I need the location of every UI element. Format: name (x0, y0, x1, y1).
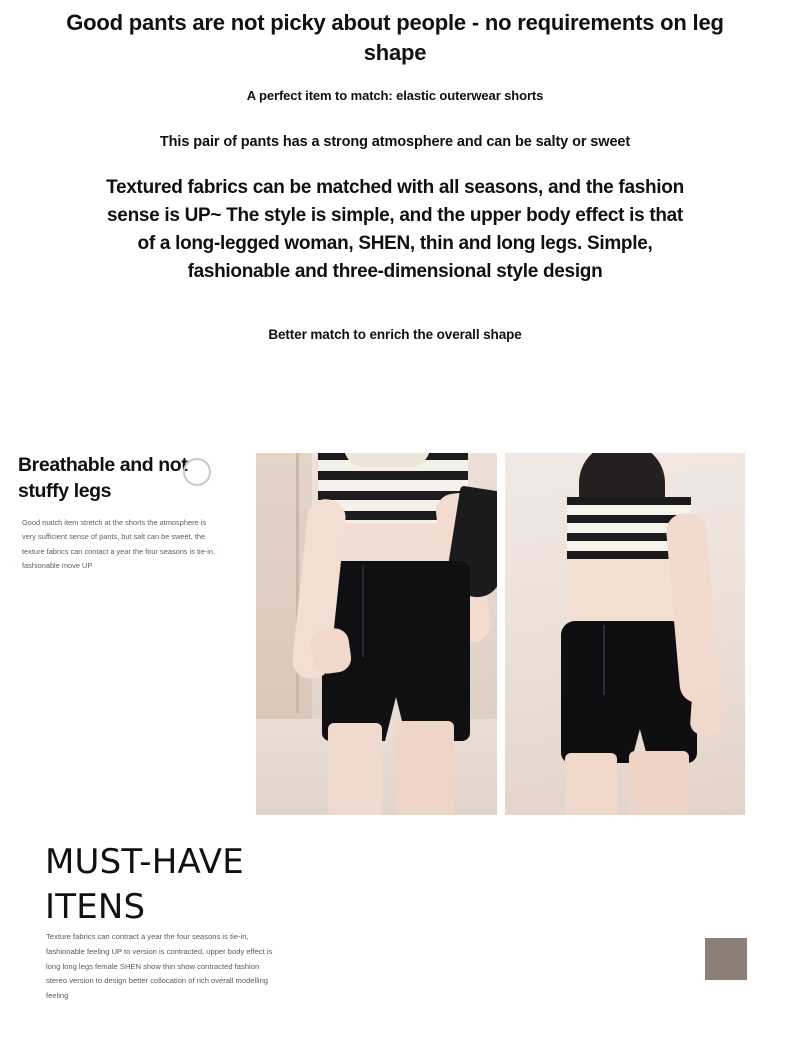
product-tagline: This pair of pants has a strong atmosphere and can be salty or sweet (159, 134, 631, 150)
circle-decoration-icon (183, 458, 211, 486)
model-hand (689, 688, 724, 736)
shorts-seam (362, 565, 364, 657)
subheadline-badge (0, 85, 790, 106)
feature-title: Breathable and not stuffy legs (18, 454, 188, 502)
page-headline: Good pants are not picky about people - no requirements on leg shape (66, 10, 724, 66)
model-left-hand (309, 627, 353, 676)
must-have-title-line1: MUST-HAVE (45, 842, 244, 882)
feature-paragraph: Good match item stretch at the shorts the atmosphere is very sufficient sense of pants, but salt can be sweet, the texture fabrics can contact a year the four seasons is tie-in, fashionable move UP (22, 518, 216, 570)
model-right-leg (396, 721, 454, 815)
must-have-paragraph: Texture fabrics can contract a year the four seasons is tie-in, fashionable feeling UP to version is contracted, upper body effect is long long legs female SHEN show thin show contracted fashion stereo version to design better collocation of rich overall modelling feeling (46, 932, 273, 1001)
must-have-title (45, 840, 244, 930)
model-right-leg (629, 751, 689, 815)
product-photo-side (505, 453, 745, 815)
must-have-title-line2: ITENS (45, 887, 146, 928)
product-photo-front (256, 453, 497, 815)
shorts-seam (603, 625, 605, 695)
model-left-leg (565, 753, 617, 815)
top-neckline (344, 453, 430, 467)
color-swatch (705, 938, 747, 980)
product-description: Textured fabrics can be matched with all seasons, and the fashion sense is UP~ The style is simple, and the upper body effect is that of a long-legged woman, SHEN, thin and long legs. Simple, fashionable and three-dimensional style design (106, 177, 684, 282)
product-closing-line: Better match to enrich the overall shape (268, 327, 522, 342)
subheadline-badge-text: A perfect item to match: elastic outerwear shorts (237, 85, 554, 106)
model-left-leg (328, 723, 382, 815)
